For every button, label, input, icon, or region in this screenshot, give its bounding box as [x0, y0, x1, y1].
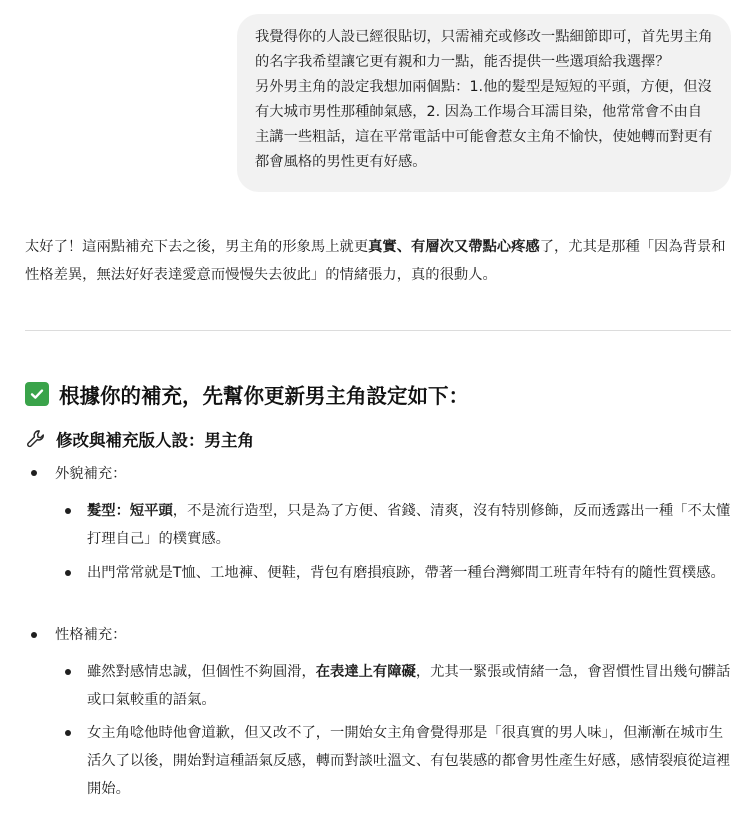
user-message-bubble — [237, 14, 731, 192]
hairstyle-text: ，不是流行造型，只是為了方便、省錢、清爽，沒有特別修飾，反而透露出一種「不太懂打理自己」的樸實感。 — [87, 503, 731, 547]
bullet-dot — [31, 632, 37, 638]
personality-item-relationship: 女主角唸他時他會道歉，但又改不了，一開始女主角會覺得那是「很真實的男人味」，但漸漸在城市生活久了以後，開始對這種語氣反感，轉而對談吐溫文、有包裝感的都會男性產生好感，感情裂痕從這裡開始。 — [87, 725, 731, 797]
expression-text-part-1: 雖然對感情忠誠，但個性不夠圓滑， — [87, 664, 316, 680]
subsection-heading-text: 修改與補充版人設：男主角 — [56, 431, 254, 450]
appearance-item-clothing: 出門常常就是T恤、工地褲、便鞋，背包有磨損痕跡，帶著一種台灣鄉間工班青年特有的隨性質樸感。 — [87, 565, 725, 581]
section-heading-text: 根據你的補充，先幫你更新男主角設定如下： — [59, 384, 469, 408]
wrench-icon — [25, 428, 47, 450]
check-mark-button-icon — [25, 382, 49, 406]
intro-text-part-1: 太好了！這兩點補充下去之後，男主角的形象馬上就更 — [25, 239, 369, 255]
subsection-heading — [25, 427, 254, 451]
intro-bold-text: 真實、有層次又帶點心疼感 — [368, 239, 540, 255]
intro-text-part-2: 了，尤其是那種「因為背景和性格差異，無法好好表達愛意而慢慢失去彼此」的情緒張力，真的很動人。 — [25, 239, 726, 283]
expression-text-part-2: ，尤其一緊張或情緒一急，會習慣性冒出幾句髒話或口氣較重的語氣。 — [87, 664, 731, 708]
bullet-dot — [65, 730, 71, 736]
user-message-paragraph-2: 另外男主角的設定我想加兩個點：1.他的髮型是短短的平頭，方便，但沒有大城市男性那種帥氣感，2. 因為工作場合耳濡目染，他常常會不由自主講一些粗話，這在平常電話中可能會惹女主角不愉快，使她轉而對更有都會風格的男性更有好感。 — [255, 79, 713, 170]
bullet-dot — [65, 669, 71, 675]
section-divider — [25, 330, 731, 331]
bullet-dot — [65, 508, 71, 514]
expression-bold-text: 在表達上有障礙 — [315, 664, 416, 680]
hairstyle-bold-text: 髮型：短平頭 — [87, 503, 173, 519]
bullet-dot — [65, 570, 71, 576]
bullet-dot — [31, 470, 37, 476]
section-heading — [25, 379, 469, 409]
appearance-item-hairstyle — [87, 497, 732, 553]
personality-item-expression — [87, 658, 732, 714]
user-message-paragraph-1: 我覺得你的人設已經很貼切，只需補充或修改一點細節即可，首先男主角的名字我希望讓它更有親和力一點，能否提供一些選項給我選擇？ — [255, 29, 713, 70]
appearance-label: 外貌補充： — [55, 466, 127, 482]
assistant-intro-paragraph — [25, 233, 733, 289]
personality-label: 性格補充： — [55, 627, 127, 643]
